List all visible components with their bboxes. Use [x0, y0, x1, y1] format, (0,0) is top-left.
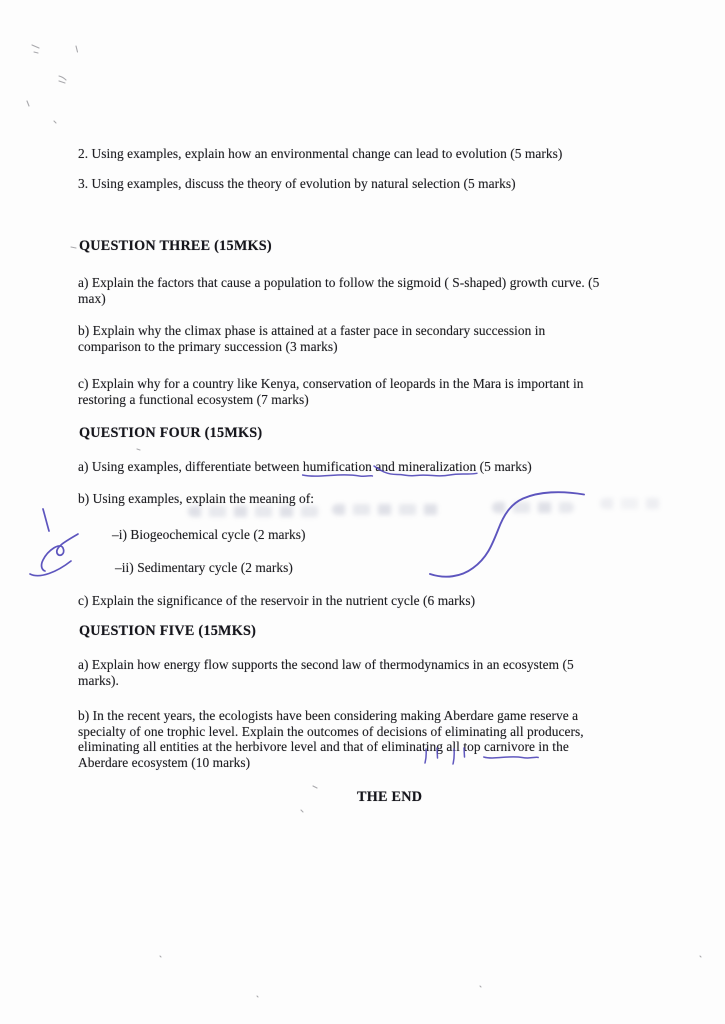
- question-4c-text: c) Explain the significance of the reservoir in the nutrient cycle (6 marks): [78, 593, 476, 608]
- bleed-through-artifact: [332, 504, 444, 515]
- pen-margin-squiggle-tail: [30, 561, 71, 576]
- bleed-through-artifact: [188, 506, 320, 517]
- question-2-text: 2. Using examples, explain how an environmental change can lead to evolution (5 marks): [78, 146, 563, 161]
- question-4b-intro-text: b) Using examples, explain the meaning of:: [78, 491, 315, 506]
- question-4a-text: a) Using examples, differentiate between humification and mineralization (5 marks): [78, 459, 532, 475]
- question-5a-text: a) Explain how energy flow supports the second law of thermodynamics in an ecosystem (5 marks).: [78, 657, 574, 688]
- question-four-heading: QUESTION FOUR (15MKS): [79, 425, 263, 441]
- the-end-text: THE END: [357, 789, 423, 805]
- question-five-heading: QUESTION FIVE (15MKS): [79, 623, 257, 639]
- underlined-word-carnivore: carnivore: [484, 739, 535, 755]
- pen-margin-dash: [43, 509, 49, 531]
- question-4b-ii-text: –ii) Sedimentary cycle (2 marks): [115, 560, 293, 575]
- pen-sigmoid-curve-doodle: [430, 492, 584, 577]
- question-3c-text: c) Explain why for a country like Kenya, conservation of leopards in the Mara is important in restoring a functional ecosystem (7 marks): [78, 376, 584, 407]
- question-4b-i-text: –i) Biogeochemical cycle (2 marks): [112, 527, 306, 542]
- question-three-heading: QUESTION THREE (15MKS): [79, 238, 272, 254]
- question-3b-text: b) Explain why the climax phase is attained at a faster pace in secondary succession in comparison to the primary succession (3 marks): [78, 323, 546, 354]
- question-3-text: 3. Using examples, discuss the theory of evolution by natural selection (5 marks): [78, 176, 516, 191]
- bleed-through-artifact: [492, 502, 574, 513]
- bleed-through-artifact: [600, 498, 662, 509]
- question-3a-text: a) Explain the factors that cause a population to follow the sigmoid ( S-shaped) growth curve. (5 max): [78, 275, 600, 306]
- underlined-word-humification: humification: [303, 459, 372, 475]
- question-5b-text: b) In the recent years, the ecologists have been considering making Aberdare game reserve a specialty of one trophic level. Explain the outcomes of decisions of eliminating all producers, eliminating all entities at the herbivore level and that of eliminating all top carnivore in the Aberdare ecosystem (10 marks): [78, 708, 584, 771]
- pen-margin-squiggle: [42, 534, 78, 571]
- pen-marked-phrase-mineralization: and mineralization: [375, 459, 476, 475]
